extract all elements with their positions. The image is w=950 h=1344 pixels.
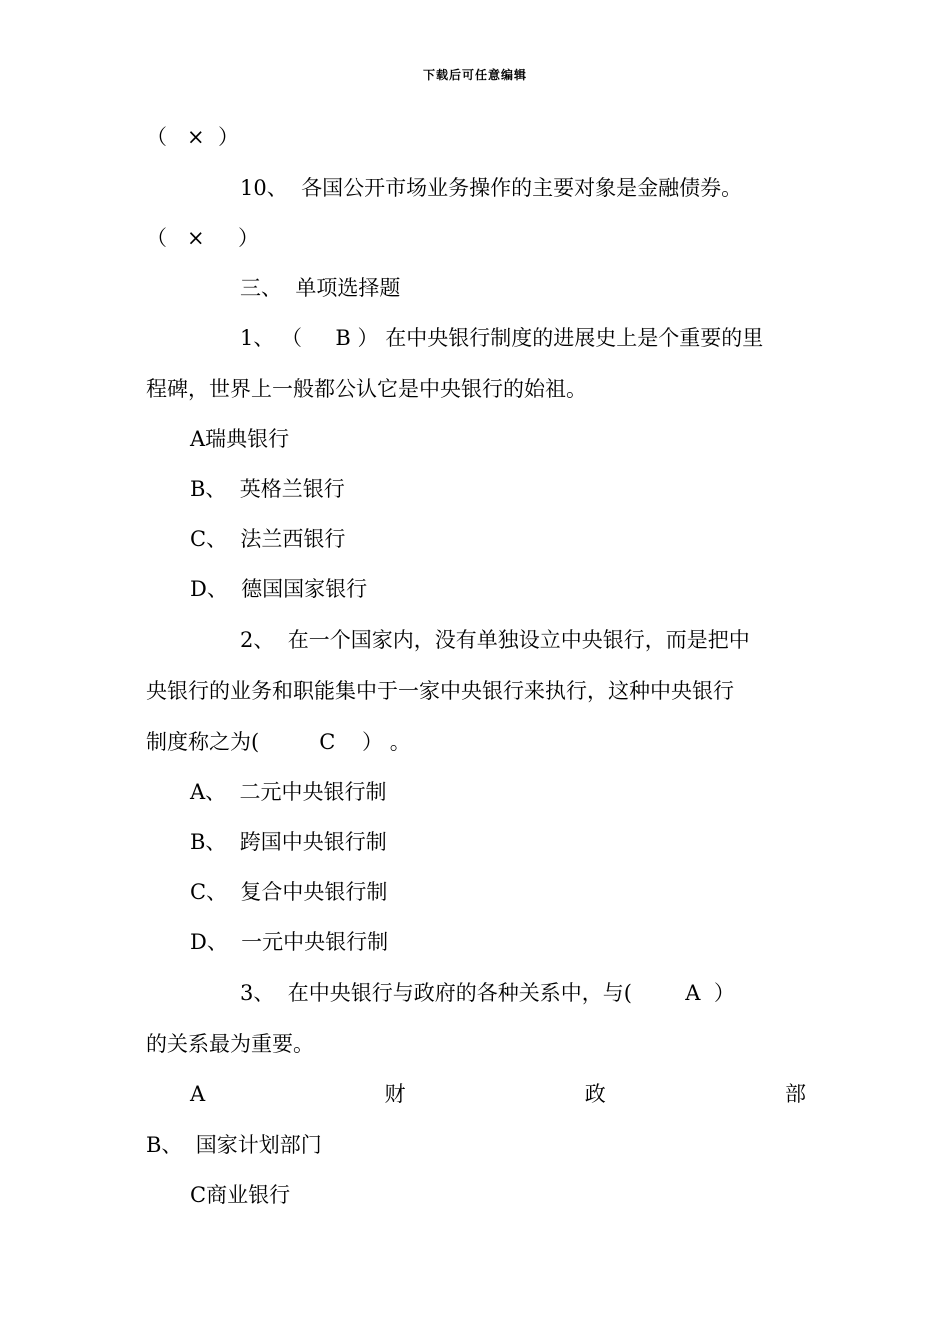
option-1-c: C、 法兰西银行 <box>190 527 346 551</box>
option-1-a: A瑞典银行 <box>190 427 290 451</box>
question-3-line-2: 的关系最为重要。 <box>146 1032 314 1056</box>
question-2-line-1: 2、 在一个国家内，没有单独设立中央银行，而是把中 <box>240 628 750 652</box>
question-1-line-2: 程碑，世界上一般都公认它是中央银行的始祖。 <box>146 377 587 401</box>
option-2-b: B、 跨国中央银行制 <box>190 830 387 854</box>
question-10: 10、 各国公开市场业务操作的主要对象是金融债券。 <box>240 176 743 200</box>
section-title: 三、 单项选择题 <box>240 276 401 300</box>
option-3-a-char-2: 政 <box>584 1082 606 1106</box>
option-2-d: D、 一元中央银行制 <box>190 930 389 954</box>
option-3-b: B、 国家计划部门 <box>146 1133 322 1157</box>
question-1-line-1: 1、 （ B ） 在中央银行制度的进展史上是个重要的里 <box>240 326 764 350</box>
option-3-c: C商业银行 <box>190 1183 291 1207</box>
option-1-d: D、 德国国家银行 <box>190 577 368 601</box>
question-2-line-2: 央银行的业务和职能集中于一家中央银行来执行，这种中央银行 <box>146 679 734 703</box>
answer-line-9: （ × ） <box>146 125 239 149</box>
page-header: 下载后可任意编辑 <box>422 68 527 82</box>
option-3-a-char-3: 部 <box>784 1082 806 1106</box>
option-3-a-char-1: 财 <box>384 1082 406 1106</box>
option-3-a-letter: A <box>190 1082 206 1106</box>
question-3-line-1: 3、 在中央银行与政府的各种关系中，与( A ） <box>240 981 735 1005</box>
answer-line-10: （ × ） <box>146 226 259 250</box>
option-2-c: C、 复合中央银行制 <box>190 880 388 904</box>
option-3-a <box>190 1081 806 1107</box>
question-2-line-3: 制度称之为( C ） 。 <box>146 730 411 754</box>
option-2-a: A、 二元中央银行制 <box>190 780 387 804</box>
option-1-b: B、 英格兰银行 <box>190 477 345 501</box>
